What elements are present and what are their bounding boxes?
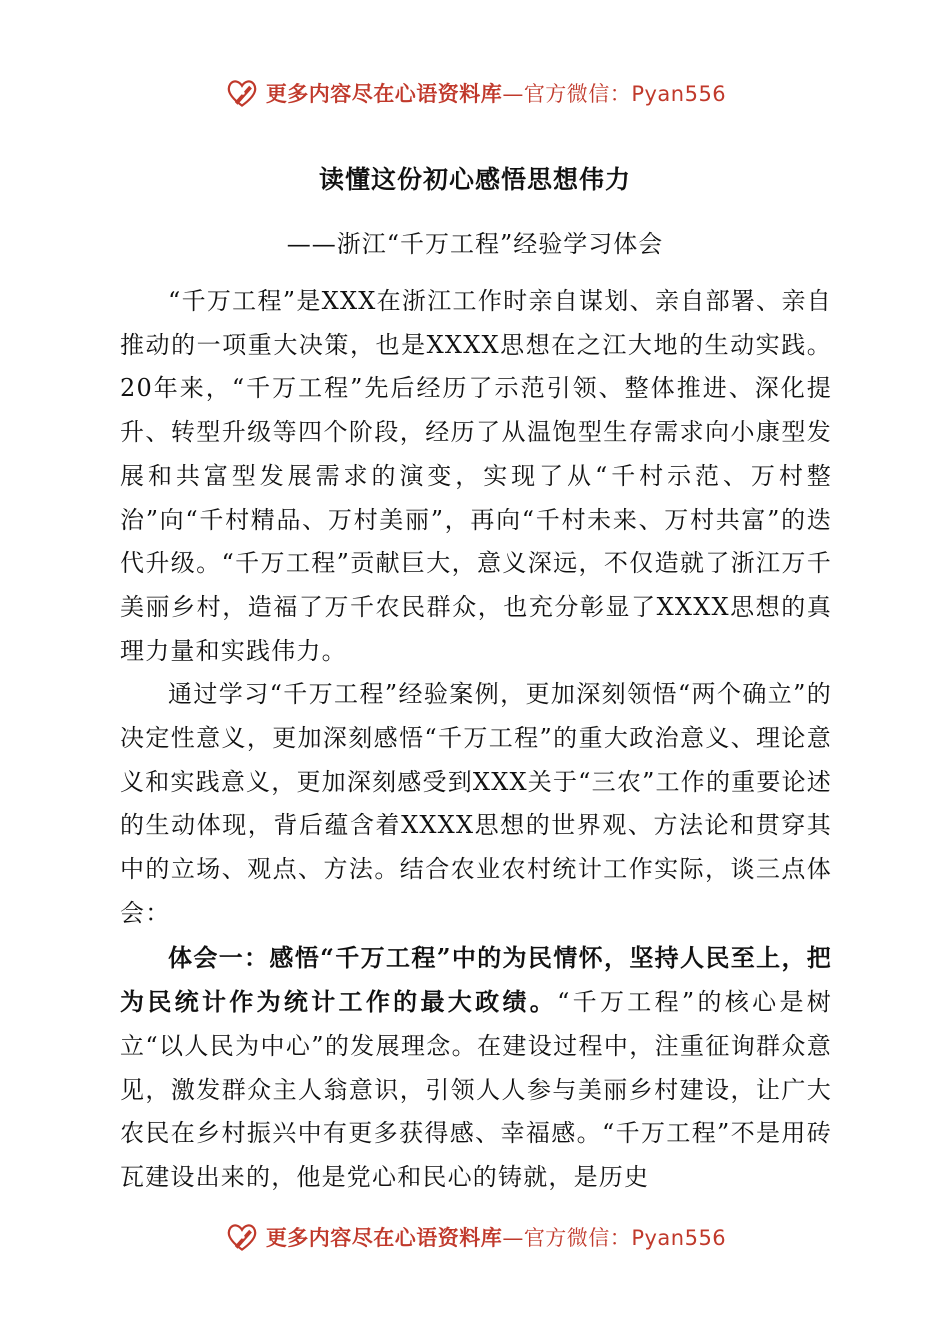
paragraph-insight-one [120,936,832,1200]
watermark-id: Pyan556 [631,1226,727,1250]
watermark-text [266,1222,726,1252]
watermark-dash: — [502,1226,524,1250]
watermark-dash: — [502,82,524,106]
watermark-banner-bottom [0,1212,950,1262]
watermark-label: 官方微信： [523,82,632,106]
watermark-label: 官方微信： [523,1226,632,1250]
watermark-id: Pyan556 [631,82,727,106]
heart-pen-logo-icon [224,75,260,111]
paragraph-intro: “千万工程”是XXX在浙江工作时亲自谋划、亲自部署、亲自推动的一项重大决策，也是XXXX思想在之江大地的生动实践。20年来，“千万工程”先后经历了示范引领、整体推进、深化提升、转型升级等四个阶段，经历了从温饱型生存需求向小康型发展和共富型发展需求的演变，实现了从“千村示范、万村整治”向“千村精品、万村美丽”，再向“千村未来、万村共富”的迭代升级。“千万工程”贡献巨大，意义深远，不仅造就了浙江万千美丽乡村，造福了万千农民群众，也充分彰显了XXXX思想的真理力量和实践伟力。 [120,287,832,665]
insight-one-heading: 体会一：感悟“千万工程”中的为民情怀，坚持人民至上，把为民统计作为统计工作的最大政绩。 [120,942,832,1017]
document-body [120,280,832,1200]
document-subtitle: ——浙江“千万工程”经验学习体会 [286,230,664,258]
watermark-banner-top [0,68,950,118]
document-title: 读懂这份初心感悟思想伟力 [318,165,631,194]
paragraph-learning: 通过学习“千万工程”经验案例，更加深刻领悟“两个确立”的决定性意义，更加深刻感悟“千万工程”的重大政治意义、理论意义和实践意义，更加深刻感受到XXX关于“三农”工作的重要论述的生动体现，背后蕴含着XXXX思想的世界观、方法论和贯穿其中的立场、观点、方法。结合农业农村统计工作实际，谈三点体会： [120,680,832,927]
watermark-main: 更多内容尽在心语资料库 [265,1226,503,1250]
watermark-text [266,78,726,108]
insight-one-text: “千万工程”的核心是树立“以人民为中心”的发展理念。在建设过程中，注重征询群众意见，激发群众主人翁意识，引领人人参与美丽乡村建设，让广大农民在乡村振兴中有更多获得感、幸福感。“千万工程”不是用砖瓦建设出来的，他是党心和民心的铸就，是历史 [120,988,832,1192]
watermark-main: 更多内容尽在心语资料库 [265,82,503,106]
heart-pen-logo-icon [224,1219,260,1255]
